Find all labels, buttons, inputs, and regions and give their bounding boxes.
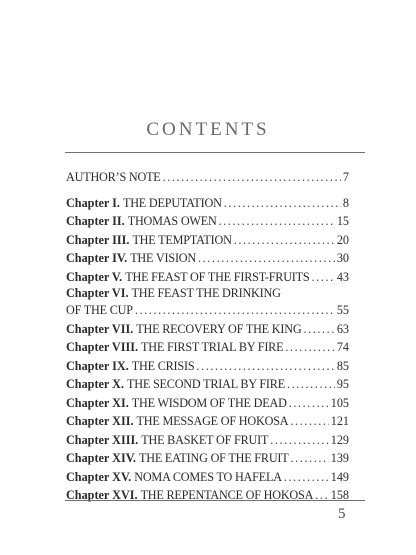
chapter-number: Chapter XIII. <box>66 432 139 447</box>
toc-entry-chapter-6-cont <box>66 301 349 320</box>
toc-entry-chapter-2 <box>66 212 349 231</box>
chapter-page: 63 <box>336 321 349 336</box>
toc-entry-chapter-7 <box>66 320 349 339</box>
chapter-title: THE FIRST TRIAL BY FIRE <box>141 340 284 354</box>
bottom-rule <box>65 500 365 501</box>
toc-entry-chapter-11 <box>66 394 349 413</box>
toc-entry-chapter-5 <box>66 268 349 287</box>
table-of-contents <box>66 168 349 505</box>
chapter-title: THE CRISIS <box>131 358 195 373</box>
chapter-title: THE VISION <box>130 251 197 265</box>
chapter-number: Chapter I. <box>66 195 120 210</box>
chapter-title-continued: OF THE CUP <box>66 303 133 317</box>
toc-entry-chapter-8 <box>66 338 349 357</box>
chapter-page: 30 <box>336 251 349 265</box>
chapter-number: Chapter XV. <box>66 469 132 484</box>
chapter-page: 149 <box>330 469 349 484</box>
toc-entry-chapter-10 <box>66 375 349 394</box>
top-rule <box>65 152 365 153</box>
chapter-title: THE DEPUTATION <box>122 195 222 210</box>
dot-leader <box>290 412 328 431</box>
chapter-number: Chapter XI. <box>66 395 129 410</box>
chapter-number: Chapter IV. <box>66 251 128 265</box>
chapter-title: NOMA COMES TO HAFELA <box>134 469 282 484</box>
chapter-title: THE WISDOM OF THE DEAD <box>131 395 287 410</box>
toc-entry-page: 7 <box>342 170 349 184</box>
chapter-number: Chapter V. <box>66 269 123 284</box>
chapter-number: Chapter VIII. <box>66 340 139 354</box>
chapter-number: Chapter IX. <box>66 358 129 373</box>
dot-leader <box>219 212 335 231</box>
dot-leader <box>312 268 335 287</box>
chapter-number: Chapter XVI. <box>66 488 138 502</box>
toc-entry-authors-note <box>66 168 349 187</box>
toc-entry-chapter-13 <box>66 431 349 450</box>
chapter-page: 74 <box>336 340 349 354</box>
chapter-title: THE REPENTANCE OF HOKOSA <box>140 488 314 502</box>
chapter-number: Chapter VI. <box>66 286 129 300</box>
dot-leader <box>224 194 341 213</box>
chapter-number: Chapter XIV. <box>66 451 136 465</box>
chapter-page: 85 <box>336 358 349 373</box>
chapter-title: THE BASKET OF FRUIT <box>141 432 269 447</box>
dot-leader <box>198 249 335 268</box>
toc-entry-chapter-4 <box>66 249 349 268</box>
chapter-number: Chapter II. <box>66 214 125 228</box>
dot-leader <box>291 449 329 468</box>
toc-entry-chapter-1 <box>66 194 349 213</box>
chapter-page: 139 <box>330 451 349 465</box>
chapter-number: Chapter III. <box>66 232 130 247</box>
dot-leader <box>284 468 329 487</box>
chapter-page: 20 <box>336 232 349 247</box>
dot-leader <box>303 320 334 339</box>
chapter-page: 95 <box>336 377 349 391</box>
chapter-page: 43 <box>336 269 349 284</box>
toc-entry-chapter-12 <box>66 412 349 431</box>
chapter-title: THE MESSAGE OF HOKOSA <box>136 414 289 428</box>
chapter-number: Chapter VII. <box>66 321 134 336</box>
page-number: 5 <box>338 506 346 522</box>
chapter-page: 15 <box>336 214 349 228</box>
dot-leader <box>234 231 335 250</box>
page-title: CONTENTS <box>146 119 270 140</box>
chapter-page: 105 <box>330 395 349 410</box>
chapter-page: 121 <box>330 414 349 428</box>
dot-leader <box>289 394 329 413</box>
toc-entry-chapter-9 <box>66 357 349 376</box>
chapter-title: THE FEAST THE DRINKING <box>131 286 281 300</box>
chapter-number: Chapter X. <box>66 377 125 391</box>
dot-leader <box>196 357 334 376</box>
dot-leader <box>287 375 335 394</box>
chapter-title: THE RECOVERY OF THE KING <box>136 321 302 336</box>
toc-entry-chapter-16 <box>66 486 349 505</box>
toc-entry-chapter-3 <box>66 231 349 250</box>
chapter-page: 129 <box>330 432 349 447</box>
dot-leader <box>315 486 329 505</box>
chapter-page: 8 <box>342 195 349 210</box>
toc-entry-chapter-15 <box>66 468 349 487</box>
dot-leader <box>270 431 328 450</box>
toc-entry-chapter-6 <box>66 286 349 301</box>
chapter-page: 158 <box>330 488 349 502</box>
chapter-title: THE TEMPTATION <box>132 232 232 247</box>
toc-entry-chapter-14 <box>66 449 349 468</box>
chapter-title: THOMAS OWEN <box>127 214 217 228</box>
chapter-title: THE FEAST OF THE FIRST-FRUITS <box>125 269 310 284</box>
chapter-page: 55 <box>336 303 349 317</box>
chapter-title: THE EATING OF THE FRUIT <box>138 451 289 465</box>
dot-leader <box>163 168 341 187</box>
dot-leader <box>135 301 335 320</box>
chapter-title: THE SECOND TRIAL BY FIRE <box>127 377 285 391</box>
chapter-number: Chapter XII. <box>66 414 134 428</box>
dot-leader <box>285 338 334 357</box>
toc-entry-title: AUTHOR’S NOTE <box>66 170 161 184</box>
